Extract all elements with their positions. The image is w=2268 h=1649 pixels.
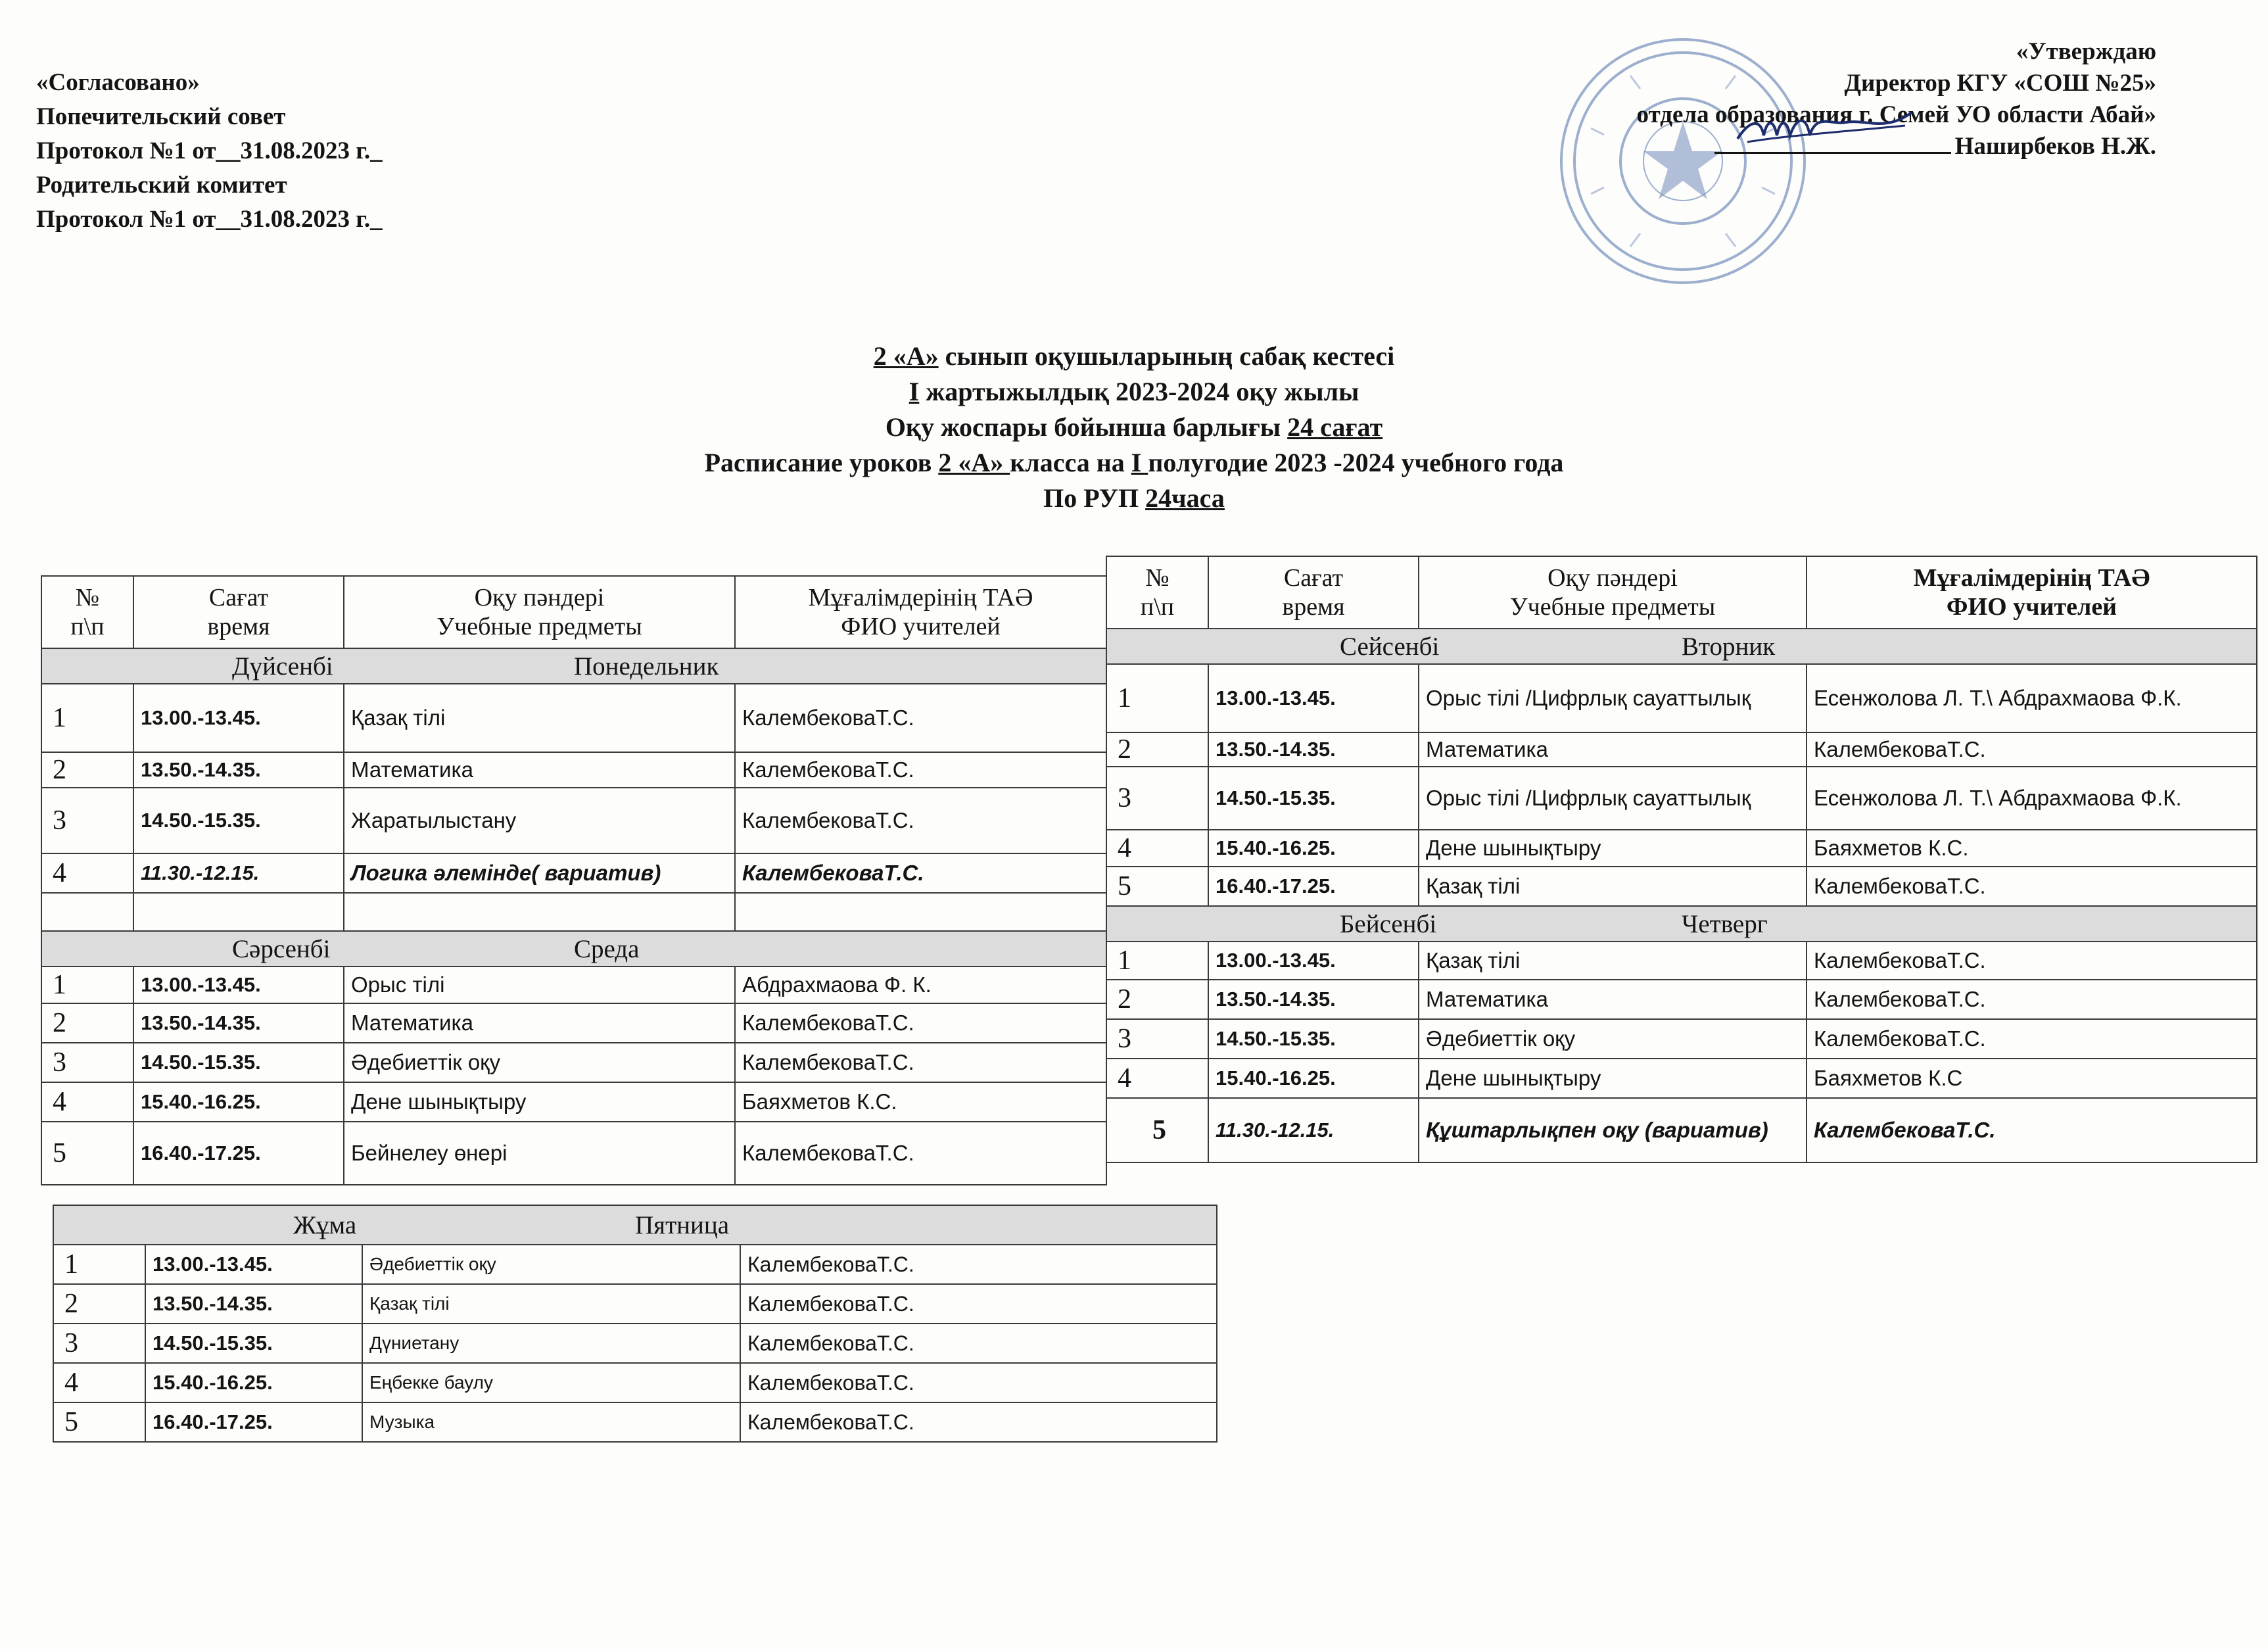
- header-text: Сағат: [1283, 564, 1344, 592]
- lesson-time: 13.50.-14.35.: [1208, 980, 1419, 1019]
- day-header-row: [41, 648, 1106, 684]
- lesson-time: 15.40.-16.25.: [1208, 1059, 1419, 1098]
- lesson-number: 5: [1106, 867, 1208, 906]
- lesson-number: 4: [1106, 830, 1208, 867]
- lesson-time: 16.40.-17.25.: [133, 1122, 344, 1185]
- header-number: [1106, 556, 1208, 629]
- lesson-subject: Музыка: [362, 1402, 740, 1442]
- header-text: Учебные предметы: [1509, 593, 1716, 621]
- lesson-time: 14.50.-15.35.: [1208, 1019, 1419, 1059]
- empty-cell: [344, 893, 735, 931]
- header-text: время: [207, 613, 270, 640]
- lesson-teacher: Абдрахмаова Ф. К.: [735, 967, 1106, 1003]
- lesson-subject: Әдебиеттік оқу: [344, 1043, 735, 1082]
- lesson-time: 14.50.-15.35.: [133, 788, 344, 853]
- lesson-teacher: КалембековаТ.С.: [1807, 732, 2257, 767]
- lesson-subject: Дене шынықтыру: [1419, 1059, 1807, 1098]
- lesson-teacher: КалембековаТ.С.: [740, 1402, 1217, 1442]
- lesson-subject: Математика: [344, 1003, 735, 1043]
- day-name-kz: Дүйсенбі: [232, 652, 333, 681]
- lesson-number: 4: [1106, 1059, 1208, 1098]
- header-text: Оқу пәндері: [474, 584, 605, 611]
- title-line-1: [0, 339, 2268, 374]
- lesson-number: 4: [41, 1082, 133, 1122]
- lesson-teacher: КалембековаТ.С.: [735, 1043, 1106, 1082]
- lesson-number: 1: [41, 967, 133, 1003]
- empty-cell: [735, 893, 1106, 931]
- lesson-time: 13.00.-13.45.: [133, 967, 344, 1003]
- schedule-table-right: [1106, 556, 2257, 1163]
- header-text: п\п: [70, 613, 105, 640]
- lesson-row: [1106, 732, 2257, 767]
- lesson-time: 13.50.-14.35.: [1208, 732, 1419, 767]
- class-name: 2 «А»: [873, 341, 939, 371]
- lesson-number: 3: [41, 788, 133, 853]
- lesson-subject: Дене шынықтыру: [344, 1082, 735, 1122]
- lesson-time: 11.30.-12.15.: [1208, 1098, 1419, 1162]
- lesson-row: [53, 1284, 1217, 1324]
- lesson-row: [53, 1402, 1217, 1442]
- lesson-number: 1: [1106, 942, 1208, 980]
- lesson-row: [1106, 1019, 2257, 1059]
- lesson-row: [1106, 664, 2257, 732]
- lesson-subject: Дене шынықтыру: [1419, 830, 1807, 867]
- lesson-number: 3: [1106, 1019, 1208, 1059]
- lesson-subject: Математика: [1419, 732, 1807, 767]
- lesson-subject: Әдебиеттік оқу: [362, 1245, 740, 1284]
- lesson-time: 14.50.-15.35.: [1208, 767, 1419, 830]
- title-line-2: [0, 374, 2268, 410]
- day-name-ru: Четверг: [1682, 909, 1768, 938]
- lesson-row: [41, 1122, 1106, 1185]
- lesson-subject: Орыс тілі /Цифрлық сауаттылық: [1419, 767, 1807, 830]
- day-name-kz: Бейсенбі: [1340, 909, 1437, 938]
- empty-row: [41, 893, 1106, 931]
- lesson-teacher: Баяхметов К.С: [1807, 1059, 2257, 1098]
- day-name-ru: Пятница: [635, 1210, 730, 1239]
- lesson-time: 13.00.-13.45.: [133, 684, 344, 752]
- title-text: По РУП: [1043, 483, 1146, 513]
- lesson-teacher: Есенжолова Л. Т.\ Абдрахмаова Ф.К.: [1807, 767, 2257, 830]
- lesson-teacher: КалембековаТ.С.: [735, 788, 1106, 853]
- lesson-number: 2: [41, 1003, 133, 1043]
- header-text: Учебные предметы: [437, 613, 642, 640]
- semester-number: І: [909, 377, 920, 406]
- lesson-subject: Орыс тілі: [344, 967, 735, 1003]
- approval-line: Попечительский совет: [36, 103, 286, 130]
- lesson-time: 16.40.-17.25.: [145, 1402, 362, 1442]
- approval-line: «Согласовано»: [36, 69, 200, 96]
- header-number: [41, 576, 133, 648]
- header-subject: [1419, 556, 1807, 629]
- title-text: жартыжылдық 2023-2024 оқу жылы: [919, 377, 1359, 406]
- lesson-subject: Математика: [344, 752, 735, 788]
- lesson-time: 15.40.-16.25.: [145, 1363, 362, 1402]
- table-header-row: [41, 576, 1106, 648]
- header-teacher: [1807, 556, 2257, 629]
- lesson-number: 1: [53, 1245, 145, 1284]
- left-approval-block: [36, 66, 383, 237]
- lesson-row: [41, 788, 1106, 853]
- lesson-teacher: КалембековаТ.С.: [1807, 1019, 2257, 1059]
- right-approval-block: [1446, 36, 2156, 162]
- lesson-time: 14.50.-15.35.: [145, 1324, 362, 1363]
- lesson-number: 1: [41, 684, 133, 752]
- header-text: №: [75, 584, 100, 611]
- class-name: 2 «А»: [938, 448, 1010, 477]
- lesson-subject: Математика: [1419, 980, 1807, 1019]
- lesson-teacher: КалембековаТ.С.: [1807, 980, 2257, 1019]
- signature-row: [1446, 131, 2156, 162]
- header-text: Сағат: [208, 584, 269, 611]
- lesson-subject: Еңбекке баулу: [362, 1363, 740, 1402]
- lesson-teacher: КалембековаТ.С.: [740, 1284, 1217, 1324]
- lesson-row: [1106, 830, 2257, 867]
- lesson-row: [1106, 867, 2257, 906]
- lesson-row: [1106, 942, 2257, 980]
- lesson-teacher: Баяхметов К.С.: [1807, 830, 2257, 867]
- lesson-number: 3: [1106, 767, 1208, 830]
- lesson-time: 13.50.-14.35.: [133, 1003, 344, 1043]
- day-header-row: [1106, 629, 2257, 664]
- document-title: [0, 339, 2268, 516]
- lesson-number: 2: [1106, 980, 1208, 1019]
- day-header-cell: [53, 1205, 1217, 1245]
- lesson-number: 5: [1106, 1098, 1208, 1162]
- header-text: ФИО учителей: [1946, 593, 2117, 621]
- day-header-row: [1106, 906, 2257, 942]
- lesson-row: [53, 1324, 1217, 1363]
- day-header-cell: [1106, 906, 2257, 942]
- title-text: сынып оқушыларының сабақ кестесі: [938, 341, 1395, 371]
- handwritten-signature: [1734, 106, 1918, 152]
- lesson-row: [41, 1082, 1106, 1122]
- lesson-number: 5: [41, 1122, 133, 1185]
- director-name: Наширбеков Н.Ж.: [1954, 133, 2156, 160]
- lesson-subject: Жаратылыстану: [344, 788, 735, 853]
- approval-line: «Утверждаю: [2016, 38, 2156, 65]
- lesson-row: [1106, 1059, 2257, 1098]
- semester-number: I: [1131, 448, 1148, 477]
- lesson-time: 13.00.-13.45.: [145, 1245, 362, 1284]
- title-text: класса на: [1010, 448, 1131, 477]
- lesson-subject: Бейнелеу өнері: [344, 1122, 735, 1185]
- lesson-number: 3: [41, 1043, 133, 1082]
- total-hours: 24 сағат: [1287, 412, 1383, 442]
- approval-line: Протокол №1 от__31.08.2023 г._: [36, 137, 383, 164]
- lesson-row: [41, 967, 1106, 1003]
- header-text: №: [1145, 564, 1169, 592]
- schedule-table-friday: [53, 1205, 1217, 1443]
- day-header-cell: [41, 648, 1106, 684]
- lesson-teacher: Баяхметов К.С.: [735, 1082, 1106, 1122]
- lesson-row: [41, 853, 1106, 893]
- lesson-subject: Орыс тілі /Цифрлық сауаттылық: [1419, 664, 1807, 732]
- day-header-row: [41, 931, 1106, 967]
- lesson-teacher: КалембековаТ.С.: [1807, 867, 2257, 906]
- lesson-time: 14.50.-15.35.: [133, 1043, 344, 1082]
- day-header-row: [53, 1205, 1217, 1245]
- lesson-number: 3: [53, 1324, 145, 1363]
- lesson-time: 13.00.-13.45.: [1208, 942, 1419, 980]
- lesson-time: 16.40.-17.25.: [1208, 867, 1419, 906]
- header-teacher: [735, 576, 1106, 648]
- lesson-row: [41, 1043, 1106, 1082]
- lesson-teacher: КалембековаТ.С.: [740, 1324, 1217, 1363]
- day-header-cell: [1106, 629, 2257, 664]
- header-time: [1208, 556, 1419, 629]
- lesson-subject: Құштарлықпен оқу (вариатив): [1419, 1098, 1807, 1162]
- lesson-number: 2: [41, 752, 133, 788]
- header-text: Оқу пәндері: [1547, 564, 1678, 592]
- lesson-row: [1106, 767, 2257, 830]
- table-header-row: [1106, 556, 2257, 629]
- lesson-row: [41, 684, 1106, 752]
- lesson-teacher: КалембековаТ.С.: [735, 1122, 1106, 1185]
- title-text: Оқу жоспары бойынша барлығы: [885, 412, 1288, 442]
- lesson-teacher: КалембековаТ.С.: [735, 1003, 1106, 1043]
- title-text: полугодие 2023 -2024 учебного года: [1148, 448, 1564, 477]
- approval-line: отдела образования г. Семей УО области Абай»: [1636, 101, 2156, 128]
- lesson-row: [41, 1003, 1106, 1043]
- lesson-row: [53, 1363, 1217, 1402]
- lesson-row: [53, 1245, 1217, 1284]
- title-text: Расписание уроков: [704, 448, 939, 477]
- day-name-kz: Сәрсенбі: [232, 934, 331, 963]
- signature-line: [1714, 132, 1951, 154]
- lesson-number: 5: [53, 1402, 145, 1442]
- lesson-row: [1106, 980, 2257, 1019]
- lesson-time: 15.40.-16.25.: [133, 1082, 344, 1122]
- lesson-teacher: КалембековаТ.С.: [1807, 1098, 2257, 1162]
- header-text: ФИО учителей: [841, 613, 1001, 640]
- lesson-teacher: КалембековаТ.С.: [740, 1245, 1217, 1284]
- lesson-teacher: Есенжолова Л. Т.\ Абдрахмаова Ф.К.: [1807, 664, 2257, 732]
- approval-line: Директор КГУ «СОШ №25»: [1844, 70, 2156, 97]
- title-line-5: [0, 481, 2268, 516]
- lesson-number: 4: [41, 853, 133, 893]
- header-text: п\п: [1140, 593, 1175, 621]
- title-line-4: [0, 445, 2268, 481]
- header-text: Мұғалімдерінің ТАӘ: [808, 584, 1033, 611]
- day-name-ru: Вторник: [1682, 632, 1776, 661]
- header-time: [133, 576, 344, 648]
- day-name-ru: Понедельник: [574, 652, 719, 681]
- schedule-table-left: [41, 575, 1107, 1185]
- lesson-time: 13.00.-13.45.: [1208, 664, 1419, 732]
- lesson-teacher: КалембековаТ.С.: [735, 853, 1106, 893]
- lesson-teacher: КалембековаТ.С.: [735, 684, 1106, 752]
- title-line-3: [0, 410, 2268, 445]
- lesson-number: 2: [1106, 732, 1208, 767]
- total-hours: 24часа: [1145, 483, 1225, 513]
- empty-cell: [41, 893, 133, 931]
- lesson-subject: Қазақ тілі: [362, 1284, 740, 1324]
- header-text: время: [1282, 593, 1345, 621]
- approval-line: Родительский комитет: [36, 172, 287, 199]
- header-subject: [344, 576, 735, 648]
- day-name-ru: Среда: [574, 934, 640, 963]
- day-name-kz: Сейсенбі: [1340, 632, 1440, 661]
- lesson-number: 4: [53, 1363, 145, 1402]
- lesson-subject: Қазақ тілі: [1419, 867, 1807, 906]
- lesson-subject: Әдебиеттік оқу: [1419, 1019, 1807, 1059]
- lesson-number: 1: [1106, 664, 1208, 732]
- lesson-time: 13.50.-14.35.: [145, 1284, 362, 1324]
- lesson-row: [41, 752, 1106, 788]
- lesson-teacher: КалембековаТ.С.: [1807, 942, 2257, 980]
- approval-line: Протокол №1 от__31.08.2023 г._: [36, 206, 383, 233]
- header-text: Мұғалімдерінің ТАӘ: [1913, 564, 2150, 592]
- lesson-subject: Қазақ тілі: [1419, 942, 1807, 980]
- lesson-teacher: КалембековаТ.С.: [740, 1363, 1217, 1402]
- day-header-cell: [41, 931, 1106, 967]
- lesson-number: 2: [53, 1284, 145, 1324]
- lesson-subject: Дүниетану: [362, 1324, 740, 1363]
- lesson-subject: Логика әлемінде( вариатив): [344, 853, 735, 893]
- lesson-time: 15.40.-16.25.: [1208, 830, 1419, 867]
- lesson-time: 11.30.-12.15.: [133, 853, 344, 893]
- lesson-time: 13.50.-14.35.: [133, 752, 344, 788]
- lesson-teacher: КалембековаТ.С.: [735, 752, 1106, 788]
- empty-cell: [133, 893, 344, 931]
- day-name-kz: Жұма: [293, 1210, 357, 1239]
- lesson-row: [1106, 1098, 2257, 1162]
- lesson-subject: Қазақ тілі: [344, 684, 735, 752]
